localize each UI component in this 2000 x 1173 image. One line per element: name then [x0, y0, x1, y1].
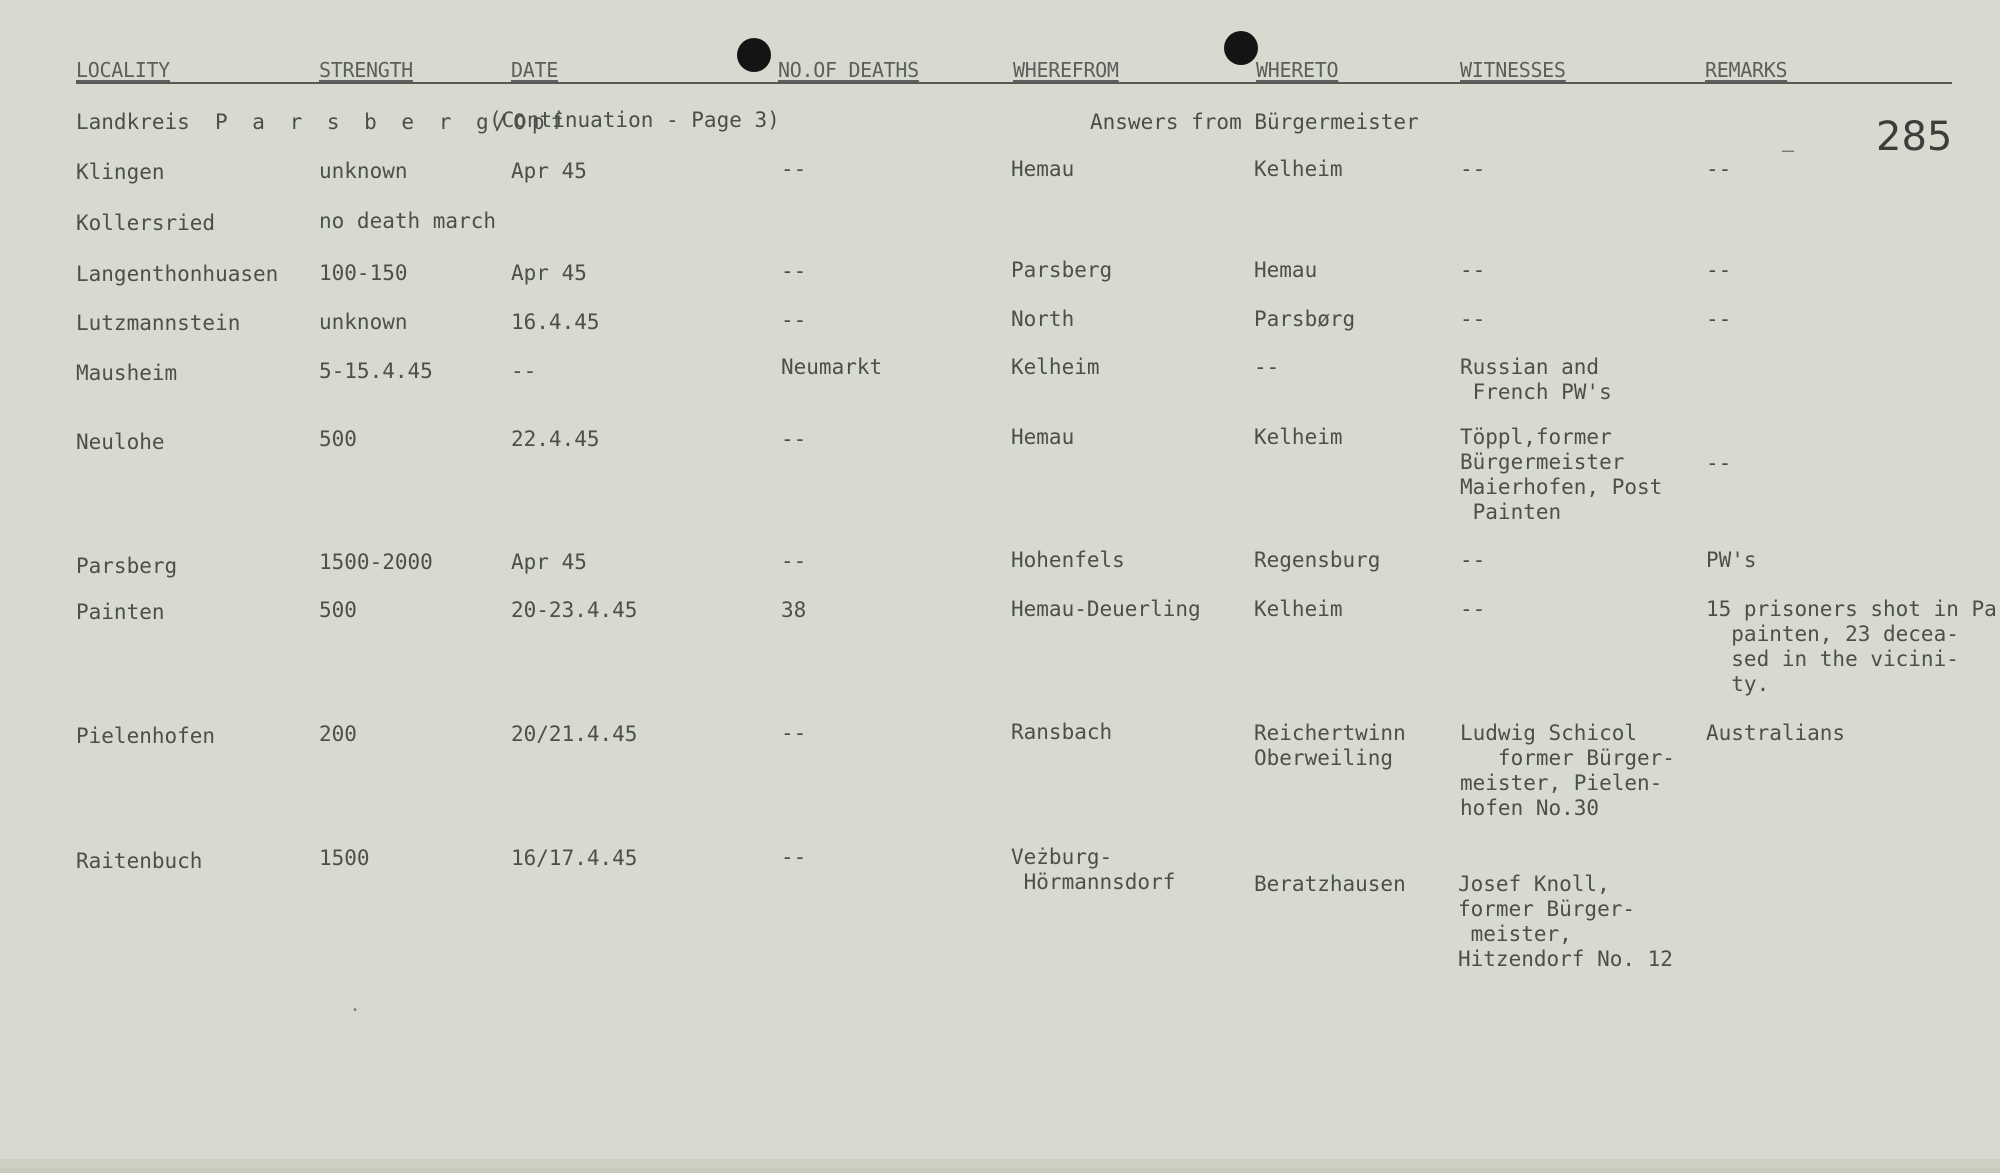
punch-hole-right: [1224, 31, 1258, 65]
header-whereto: WHERETO: [1256, 58, 1339, 82]
header-witnesses: WITNESSES: [1460, 58, 1566, 82]
cell-strength: 500: [319, 427, 357, 451]
cell-witnesses: Josef Knoll, former Bürger- meister, Hitzendorf No. 12: [1458, 872, 1673, 971]
cell-date: --: [511, 359, 537, 383]
page-number: 285: [1876, 114, 1953, 160]
cell-strength: no death march: [319, 209, 497, 233]
cell-date: 22.4.45: [511, 427, 600, 451]
header-wherefrom: WHEREFROM: [1013, 58, 1119, 82]
cell-remarks: --: [1706, 258, 1732, 282]
cell-wherefrom: Ransbach: [1011, 720, 1113, 744]
cell-wherefrom: Hemau: [1011, 157, 1075, 181]
cell-date: 16/17.4.45: [511, 846, 638, 870]
cell-wherefrom: Parsberg: [1011, 258, 1113, 282]
cell-wherefrom: Kelheim: [1011, 355, 1100, 379]
cell-deaths: --: [781, 308, 807, 332]
cell-whereto: --: [1254, 355, 1280, 379]
cell-whereto: Parsbørg: [1254, 307, 1356, 331]
cell-date: Apr 45: [511, 159, 587, 183]
cell-wherefrom: Hohenfels: [1011, 548, 1125, 572]
cell-date: 20-23.4.45: [511, 598, 638, 622]
cell-date: 20/21.4.45: [511, 722, 638, 746]
cell-locality: Neulohe: [76, 430, 165, 454]
cell-remarks: --: [1706, 451, 1732, 475]
cell-whereto: Kelheim: [1254, 597, 1343, 621]
stray-mark: —: [1782, 138, 1795, 162]
cell-witnesses: --: [1460, 157, 1486, 181]
cell-wherefrom: Hemau: [1011, 425, 1075, 449]
cell-wherefrom: Veżburg- Hörmannsdorf: [1011, 845, 1176, 894]
cell-witnesses: --: [1460, 548, 1486, 572]
cell-deaths: 38: [781, 598, 807, 622]
cell-whereto: Hemau: [1254, 258, 1318, 282]
cell-deaths: --: [781, 427, 807, 451]
header-strength: STRENGTH: [319, 58, 413, 82]
header-locality: LOCALITY: [76, 58, 170, 82]
cell-strength: 100-150: [319, 261, 408, 285]
cell-strength: 1500: [319, 846, 370, 870]
cell-locality: Raitenbuch: [76, 849, 203, 873]
cell-deaths: Neumarkt: [781, 355, 883, 379]
cell-locality: Lutzmannstein: [76, 311, 241, 335]
cell-deaths: --: [781, 259, 807, 283]
stray-dot: •: [352, 1005, 359, 1016]
cell-remarks: 15 prisoners shot in Pa painten, 23 decea- sed in the vicini- ty.: [1706, 597, 1997, 696]
cell-witnesses: --: [1460, 307, 1486, 331]
continuation-note: (Continuation - Page 3): [489, 108, 780, 132]
cell-strength: 500: [319, 598, 357, 622]
cell-witnesses: Russian and French PW's: [1460, 355, 1612, 404]
cell-deaths: --: [781, 845, 807, 869]
cell-locality: Kollersried: [76, 211, 216, 235]
cell-locality: Parsberg: [76, 554, 178, 578]
cell-whereto: Regensburg: [1254, 548, 1381, 572]
cell-whereto: Kelheim: [1254, 425, 1343, 449]
cell-whereto: Kelheim: [1254, 157, 1343, 181]
punch-hole-left: [737, 38, 771, 72]
cell-locality: Mausheim: [76, 361, 178, 385]
cell-remarks: PW's: [1706, 548, 1757, 572]
district-name: P a r s b e r g/Opf: [215, 110, 570, 134]
cell-deaths: --: [781, 721, 807, 745]
cell-strength: 5-15.4.45: [319, 359, 433, 383]
header-deaths: NO.OF DEATHS: [778, 58, 919, 82]
cell-strength: 200: [319, 722, 357, 746]
cell-deaths: --: [781, 549, 807, 573]
header-rule: [76, 82, 1952, 84]
cell-whereto: Reichertwinn Oberweiling: [1254, 721, 1406, 770]
cell-remarks: --: [1706, 157, 1732, 181]
cell-witnesses: --: [1460, 258, 1486, 282]
cell-date: Apr 45: [511, 550, 587, 574]
cell-date: Apr 45: [511, 261, 587, 285]
cell-wherefrom: North: [1011, 307, 1075, 331]
cell-wherefrom: Hemau-Deuerling: [1011, 597, 1201, 621]
cell-remarks: --: [1706, 307, 1732, 331]
cell-locality: Klingen: [76, 160, 165, 184]
header-remarks: REMARKS: [1705, 58, 1788, 82]
cell-witnesses: Töppl,former Bürgermeister Maierhofen, Post Painten: [1460, 425, 1663, 524]
card-edge: [0, 1168, 2000, 1173]
cell-date: 16.4.45: [511, 310, 600, 334]
cell-locality: Pielenhofen: [76, 724, 216, 748]
answers-note: Answers from Bürgermeister: [1090, 110, 1419, 134]
cell-strength: unknown: [319, 310, 408, 334]
landkreis-label: Landkreis: [76, 110, 190, 134]
cell-locality: Langenthonhuasen: [76, 262, 279, 286]
cell-remarks: Australians: [1706, 721, 1846, 745]
cell-whereto: Beratzhausen: [1254, 872, 1406, 896]
cell-deaths: --: [781, 157, 807, 181]
cell-witnesses: Ludwig Schicol former Bürger- meister, Pielen- hofen No.30: [1460, 721, 1675, 820]
cell-witnesses: --: [1460, 597, 1486, 621]
cell-strength: unknown: [319, 159, 408, 183]
cell-locality: Painten: [76, 600, 165, 624]
header-date: DATE: [511, 58, 558, 82]
cell-strength: 1500-2000: [319, 550, 433, 574]
